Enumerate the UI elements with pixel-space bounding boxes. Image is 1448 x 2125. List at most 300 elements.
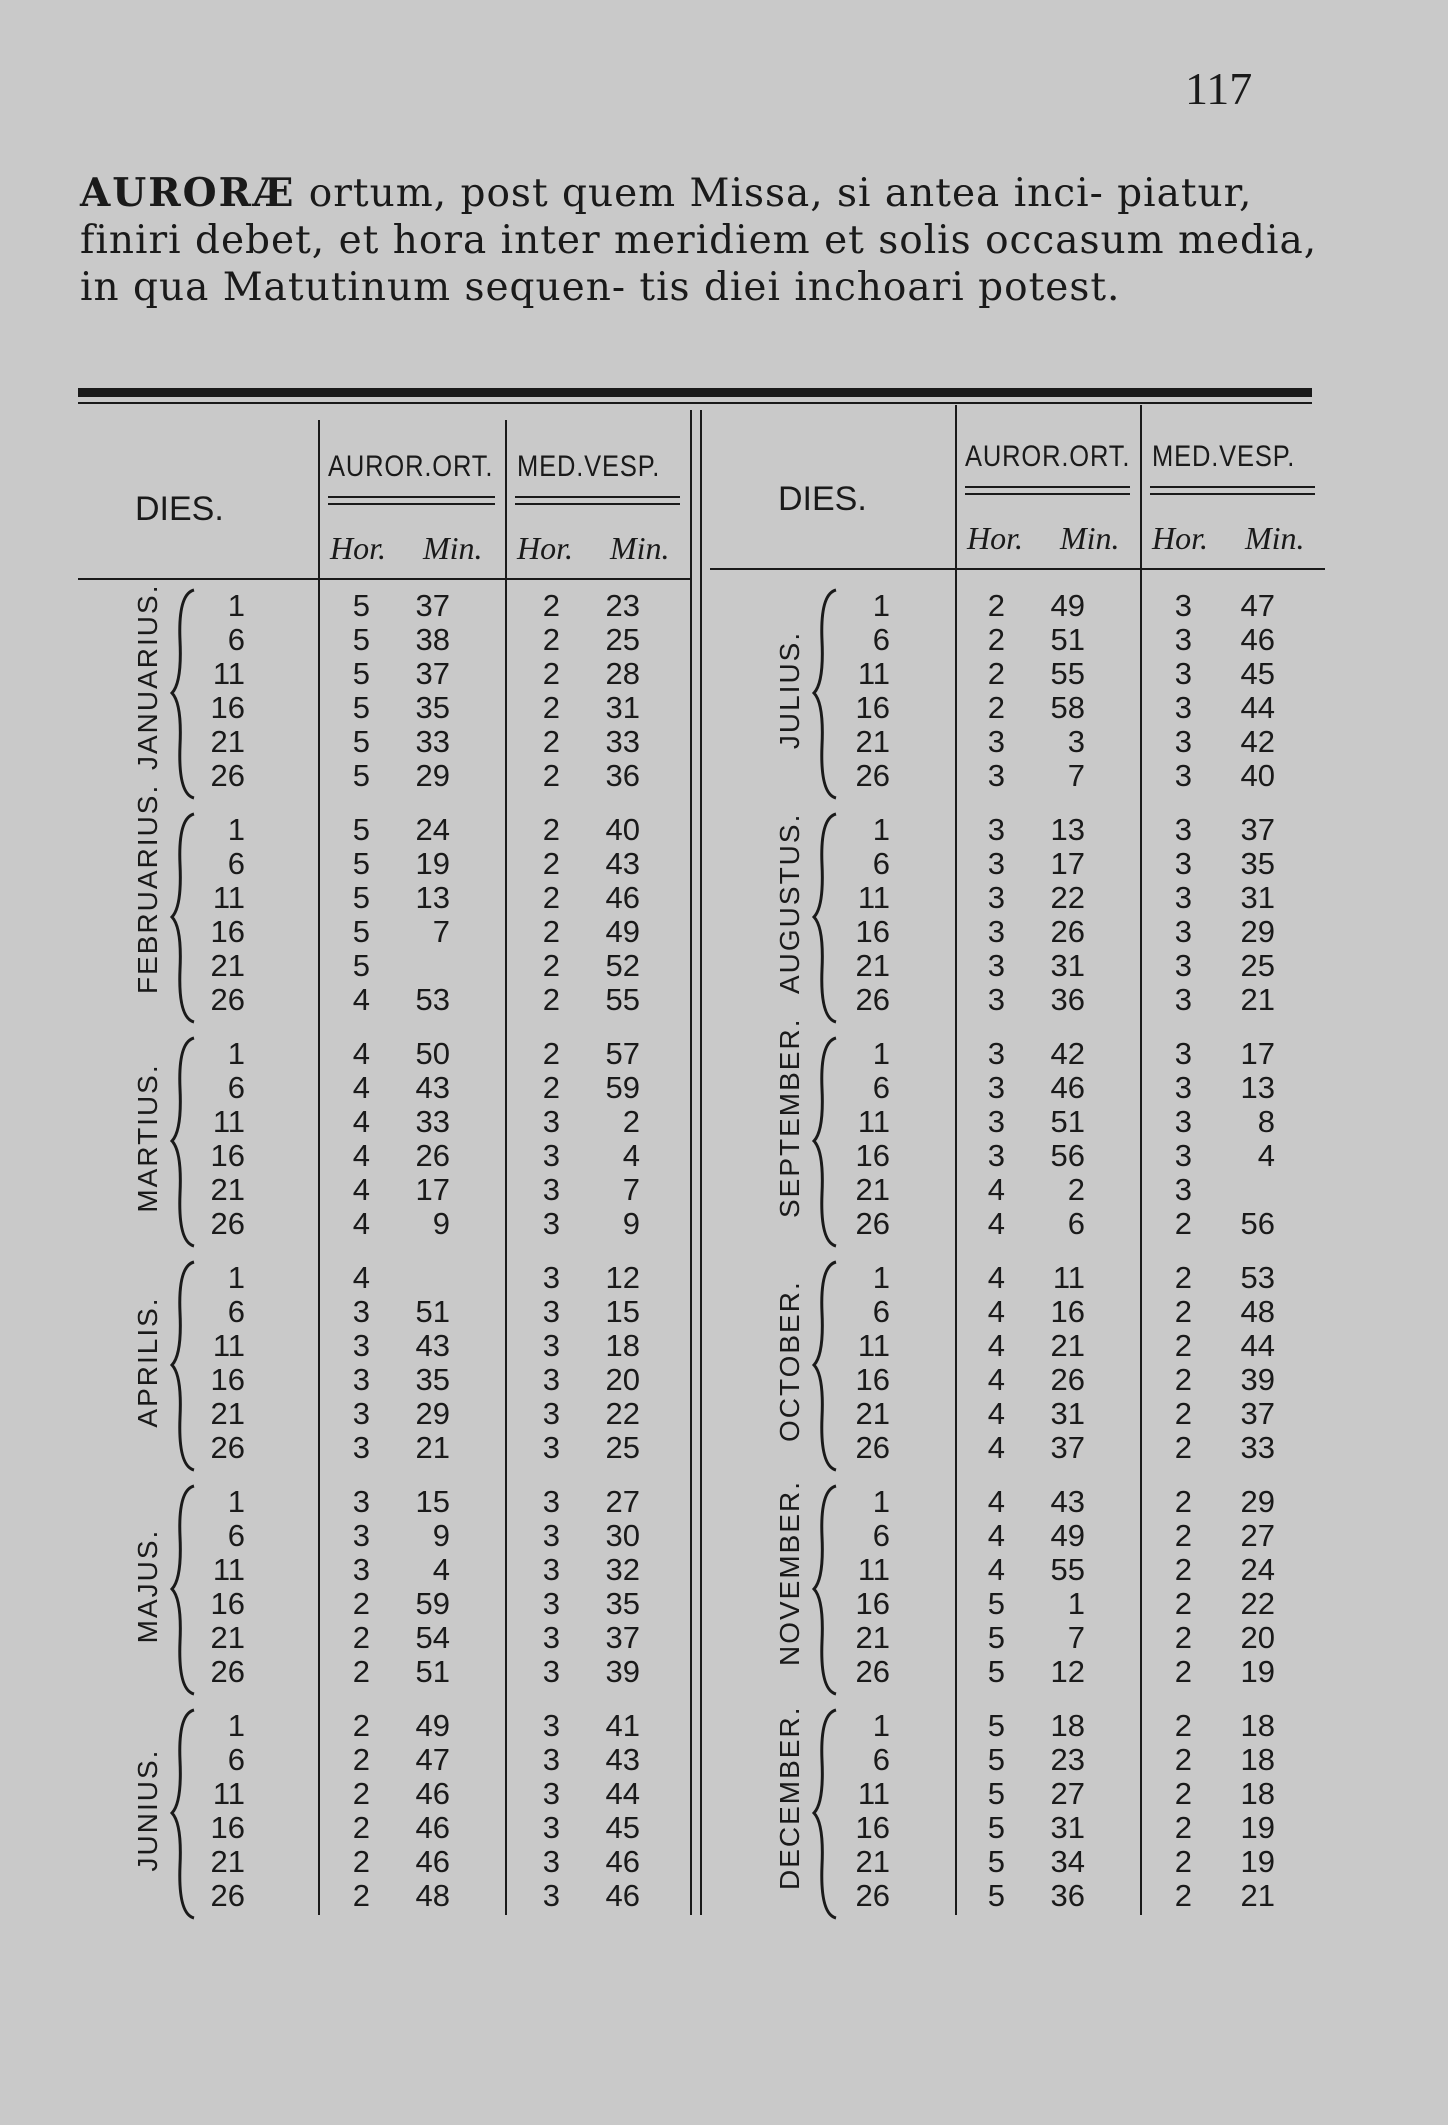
table-cell: 28	[605, 656, 640, 691]
table-cell: 4	[987, 1430, 1005, 1465]
table-cell: 26	[855, 1878, 890, 1913]
table-cell: 4	[352, 1104, 370, 1139]
table-cell: 3	[542, 1362, 560, 1397]
table-cell: 3	[542, 1260, 560, 1295]
table-top-rule-thin	[78, 402, 1312, 404]
table-cell: 26	[210, 1878, 245, 1913]
table-cell: 21	[855, 1620, 890, 1655]
table-cell: 21	[855, 1172, 890, 1207]
intro-paragraph	[80, 170, 1320, 311]
table-cell: 2	[1174, 1552, 1192, 1587]
table-cell: 5	[987, 1776, 1005, 1811]
table-cell: 21	[855, 724, 890, 759]
table-cell: 8	[1257, 1104, 1275, 1139]
table-cell: 5	[352, 948, 370, 983]
table-cell: 17	[1050, 846, 1085, 881]
month-label: FEBRUARIUS.	[132, 783, 163, 994]
table-cell: 3	[542, 1844, 560, 1879]
table-cell: 35	[605, 1586, 640, 1621]
table-cell: 47	[415, 1742, 450, 1777]
table-cell: 4	[987, 1294, 1005, 1329]
table-cell: 3	[987, 758, 1005, 793]
table-cell: 6	[872, 622, 890, 657]
table-cell: 3	[1067, 724, 1085, 759]
month-label: SEPTEMBER.	[774, 1017, 805, 1218]
table-cell: 3	[1174, 1138, 1192, 1173]
table-cell: 17	[415, 1172, 450, 1207]
table-cell: 2	[542, 914, 560, 949]
table-cell: 3	[1174, 914, 1192, 949]
table-cell: 3	[987, 724, 1005, 759]
table-cell: 5	[352, 758, 370, 793]
table-cell: 7	[1067, 758, 1085, 793]
table-cell: 2	[352, 1844, 370, 1879]
table-cell: 55	[1050, 1552, 1085, 1587]
table-cell: 3	[987, 1036, 1005, 1071]
table-cell: 2	[1174, 1294, 1192, 1329]
table-cell: 3	[542, 1138, 560, 1173]
table-cell: 2	[542, 812, 560, 847]
table-cell: 9	[432, 1518, 450, 1553]
table-cell: 16	[1050, 1294, 1085, 1329]
table-cell: 3	[542, 1328, 560, 1363]
table-cell: 21	[210, 948, 245, 983]
table-cell: 26	[855, 982, 890, 1017]
table-cell: 4	[987, 1396, 1005, 1431]
table-cell: 42	[1050, 1036, 1085, 1071]
table-cell: 21	[1240, 1878, 1275, 1913]
table-cell: 5	[352, 622, 370, 657]
table-cell: 1	[227, 1708, 245, 1743]
table-cell: 45	[605, 1810, 640, 1845]
table-cell: 24	[415, 812, 450, 847]
table-cell: 26	[210, 1206, 245, 1241]
right-auror-ort-header: AUROR.ORT.	[965, 440, 1131, 473]
table-cell: 4	[987, 1518, 1005, 1553]
table-cell: 33	[605, 724, 640, 759]
table-cell: 44	[1240, 1328, 1275, 1363]
table-cell: 3	[352, 1328, 370, 1363]
table-cell: 21	[855, 948, 890, 983]
table-cell: 11	[212, 1104, 245, 1139]
table-cell: 3	[987, 1070, 1005, 1105]
table-cell: 3	[1174, 846, 1192, 881]
table-cell: 36	[1050, 982, 1085, 1017]
table-cell: 2	[352, 1776, 370, 1811]
table-cell: 3	[352, 1484, 370, 1519]
table-cell: 7	[622, 1172, 640, 1207]
table-cell: 37	[415, 588, 450, 623]
table-cell: 25	[1240, 948, 1275, 983]
month-label: NOVEMBER.	[774, 1479, 805, 1666]
table-cell: 57	[605, 1036, 640, 1071]
table-cell: 26	[210, 758, 245, 793]
table-cell: 2	[352, 1742, 370, 1777]
table-cell: 5	[352, 914, 370, 949]
table-cell: 49	[1050, 1518, 1085, 1553]
table-cell: 3	[542, 1742, 560, 1777]
table-cell: 2	[352, 1654, 370, 1689]
table-cell: 2	[1067, 1172, 1085, 1207]
table-cell: 46	[605, 1844, 640, 1879]
table-cell: 6	[872, 1070, 890, 1105]
table-cell: 4	[987, 1552, 1005, 1587]
table-cell: 2	[1174, 1844, 1192, 1879]
table-cell: 11	[857, 1552, 890, 1587]
table-cell: 3	[542, 1586, 560, 1621]
table-cell: 1	[227, 1036, 245, 1071]
right-dies-header: DIES.	[778, 480, 867, 518]
table-cell: 16	[855, 1586, 890, 1621]
table-cell: 27	[605, 1484, 640, 1519]
table-cell: 3	[542, 1620, 560, 1655]
table-cell: 46	[605, 880, 640, 915]
month-label: AUGUSTUS.	[774, 812, 805, 994]
subheader-rule	[710, 568, 1325, 570]
table-cell: 3	[1174, 656, 1192, 691]
table-cell: 29	[415, 758, 450, 793]
table-cell: 43	[605, 1742, 640, 1777]
right-hor-header: Hor.	[1152, 520, 1209, 556]
table-cell: 2	[352, 1586, 370, 1621]
table-cell: 3	[987, 1138, 1005, 1173]
table-cell: 45	[1240, 656, 1275, 691]
table-cell: 2	[542, 846, 560, 881]
table-cell: 16	[210, 1586, 245, 1621]
table-cell: 29	[1240, 1484, 1275, 1519]
table-cell: 53	[1240, 1260, 1275, 1295]
table-cell: 20	[605, 1362, 640, 1397]
table-cell: 47	[1240, 588, 1275, 623]
table-cell: 11	[1052, 1260, 1085, 1295]
table-cell: 33	[415, 724, 450, 759]
table-cell: 2	[1174, 1518, 1192, 1553]
table-cell: 3	[1174, 812, 1192, 847]
table-cell: 5	[352, 724, 370, 759]
table-cell: 21	[855, 1396, 890, 1431]
table-cell: 31	[1050, 1810, 1085, 1845]
table-cell: 6	[227, 1070, 245, 1105]
table-cell: 16	[855, 1138, 890, 1173]
table-cell: 6	[227, 846, 245, 881]
table-cell: 3	[352, 1362, 370, 1397]
table-cell: 4	[987, 1328, 1005, 1363]
table-cell: 2	[1174, 1484, 1192, 1519]
table-cell: 18	[1240, 1742, 1275, 1777]
table-cell: 29	[1240, 914, 1275, 949]
table-cell: 1	[872, 1260, 890, 1295]
table-cell: 3	[1174, 758, 1192, 793]
table-cell: 4	[352, 1138, 370, 1173]
table-cell: 15	[605, 1294, 640, 1329]
table-cell: 31	[605, 690, 640, 725]
table-cell: 1	[1067, 1586, 1085, 1621]
table-cell: 39	[1240, 1362, 1275, 1397]
table-cell: 42	[1240, 724, 1275, 759]
table-cell: 46	[415, 1810, 450, 1845]
table-cell: 32	[605, 1552, 640, 1587]
table-cell: 18	[1050, 1708, 1085, 1743]
table-cell: 6	[227, 1742, 245, 1777]
subheader-rule	[78, 578, 690, 580]
table-cell: 40	[1240, 758, 1275, 793]
table-cell: 37	[1240, 812, 1275, 847]
table-cell: 2	[1174, 1206, 1192, 1241]
table-cell: 16	[210, 1362, 245, 1397]
table-cell: 2	[1174, 1328, 1192, 1363]
left-med-vesp-header: MED.VESP.	[517, 450, 661, 483]
table-cell: 2	[987, 588, 1005, 623]
table-cell: 6	[227, 622, 245, 657]
table-cell: 3	[542, 1430, 560, 1465]
table-cell: 6	[872, 846, 890, 881]
table-cell: 5	[352, 846, 370, 881]
column-rule	[700, 410, 702, 1915]
table-cell: 4	[622, 1138, 640, 1173]
table-cell: 11	[857, 1776, 890, 1811]
table-cell: 35	[415, 690, 450, 725]
header-double-rule	[328, 496, 495, 498]
table-cell: 21	[1240, 982, 1275, 1017]
table-cell: 26	[1050, 1362, 1085, 1397]
table-cell: 38	[415, 622, 450, 657]
table-cell: 3	[987, 914, 1005, 949]
table-cell: 6	[872, 1518, 890, 1553]
table-cell: 1	[227, 1260, 245, 1295]
table-cell: 53	[415, 982, 450, 1017]
table-cell: 25	[605, 1430, 640, 1465]
table-cell: 3	[542, 1878, 560, 1913]
table-cell: 3	[352, 1396, 370, 1431]
table-cell: 3	[542, 1294, 560, 1329]
table-cell: 21	[1050, 1328, 1085, 1363]
table-cell: 27	[1240, 1518, 1275, 1553]
table-cell: 1	[872, 588, 890, 623]
table-cell: 5	[352, 880, 370, 915]
table-cell: 3	[1174, 690, 1192, 725]
table-cell: 48	[415, 1878, 450, 1913]
right-min-header: Min.	[1060, 520, 1120, 556]
table-cell: 4	[352, 1070, 370, 1105]
month-label: APRILIS.	[132, 1296, 163, 1428]
table-cell: 2	[542, 724, 560, 759]
table-cell: 2	[1174, 1776, 1192, 1811]
table-cell: 13	[1240, 1070, 1275, 1105]
table-cell: 31	[1050, 948, 1085, 983]
table-cell: 21	[210, 1172, 245, 1207]
table-cell: 44	[605, 1776, 640, 1811]
table-cell: 2	[1174, 1430, 1192, 1465]
table-cell: 2	[987, 690, 1005, 725]
table-cell: 2	[542, 880, 560, 915]
table-cell: 3	[1174, 588, 1192, 623]
table-cell: 3	[987, 880, 1005, 915]
table-cell: 19	[1240, 1810, 1275, 1845]
table-cell: 4	[352, 1172, 370, 1207]
right-min-header: Min.	[1245, 520, 1305, 556]
table-cell: 4	[987, 1484, 1005, 1519]
intro-lead-word: AURORÆ	[80, 170, 296, 216]
table-cell: 31	[1050, 1396, 1085, 1431]
table-cell: 11	[212, 1328, 245, 1363]
table-cell: 3	[542, 1484, 560, 1519]
table-cell: 26	[855, 1654, 890, 1689]
table-cell: 2	[1174, 1362, 1192, 1397]
table-cell: 1	[872, 1484, 890, 1519]
table-cell: 2	[987, 656, 1005, 691]
table-cell: 46	[605, 1878, 640, 1913]
table-cell: 51	[1050, 1104, 1085, 1139]
table-cell: 3	[542, 1810, 560, 1845]
table-cell: 55	[605, 982, 640, 1017]
left-dies-header: DIES.	[135, 490, 224, 528]
table-cell: 5	[987, 1878, 1005, 1913]
table-cell: 51	[415, 1294, 450, 1329]
table-cell: 2	[542, 1036, 560, 1071]
table-cell: 3	[1174, 948, 1192, 983]
table-cell: 35	[1240, 846, 1275, 881]
header-double-rule	[328, 503, 495, 505]
table-cell: 23	[605, 588, 640, 623]
table-cell: 59	[415, 1586, 450, 1621]
table-cell: 16	[855, 1362, 890, 1397]
table-cell: 2	[542, 1070, 560, 1105]
month-label: OCTOBER.	[774, 1280, 805, 1442]
table-cell: 20	[1240, 1620, 1275, 1655]
table-cell: 2	[622, 1104, 640, 1139]
table-cell: 18	[1240, 1776, 1275, 1811]
table-cell: 5	[352, 656, 370, 691]
table-cell: 37	[605, 1620, 640, 1655]
table-cell: 3	[542, 1518, 560, 1553]
table-cell: 2	[1174, 1708, 1192, 1743]
table-cell: 2	[1174, 1620, 1192, 1655]
table-cell: 1	[872, 1708, 890, 1743]
table-cell: 3	[352, 1518, 370, 1553]
table-cell: 26	[210, 1430, 245, 1465]
table-cell: 27	[1050, 1776, 1085, 1811]
table-cell: 3	[1174, 1036, 1192, 1071]
left-min-header: Min.	[610, 530, 670, 566]
month-label: DECEMBER.	[774, 1705, 805, 1890]
table-cell: 5	[987, 1708, 1005, 1743]
table-cell: 11	[857, 1104, 890, 1139]
table-cell: 33	[415, 1104, 450, 1139]
table-cell: 59	[605, 1070, 640, 1105]
table-cell: 19	[415, 846, 450, 881]
table-cell: 37	[1240, 1396, 1275, 1431]
table-cell: 3	[1174, 982, 1192, 1017]
table-cell: 37	[415, 656, 450, 691]
month-label: JANUARIUS.	[132, 583, 163, 770]
table-cell: 44	[1240, 690, 1275, 725]
table-cell: 40	[605, 812, 640, 847]
table-cell: 24	[1240, 1552, 1275, 1587]
left-hor-header: Hor.	[517, 530, 574, 566]
left-min-header: Min.	[423, 530, 483, 566]
table-cell: 48	[1240, 1294, 1275, 1329]
table-cell: 16	[210, 690, 245, 725]
table-cell: 26	[415, 1138, 450, 1173]
table-cell: 39	[605, 1654, 640, 1689]
table-cell: 3	[1174, 622, 1192, 657]
table-cell: 1	[227, 588, 245, 623]
table-cell: 2	[352, 1620, 370, 1655]
table-cell: 2	[1174, 1878, 1192, 1913]
table-cell: 12	[1050, 1654, 1085, 1689]
table-cell: 7	[432, 914, 450, 949]
month-label: MARTIUS.	[132, 1063, 163, 1213]
table-cell: 21	[210, 724, 245, 759]
table-cell: 56	[1050, 1138, 1085, 1173]
table-cell: 26	[210, 982, 245, 1017]
table-top-rule-thick	[78, 388, 1312, 397]
table-cell: 2	[542, 690, 560, 725]
table-cell: 2	[542, 948, 560, 983]
table-cell: 5	[987, 1620, 1005, 1655]
table-cell: 5	[987, 1654, 1005, 1689]
table-cell: 6	[872, 1294, 890, 1329]
table-cell: 3	[542, 1172, 560, 1207]
column-rule	[690, 410, 692, 1915]
table-cell: 46	[1050, 1070, 1085, 1105]
table-cell: 17	[1240, 1036, 1275, 1071]
table-cell: 22	[605, 1396, 640, 1431]
table-cell: 1	[872, 812, 890, 847]
table-cell: 4	[352, 1036, 370, 1071]
table-cell: 11	[857, 656, 890, 691]
table-cell: 2	[352, 1878, 370, 1913]
table-cell: 6	[227, 1518, 245, 1553]
table-cell: 2	[987, 622, 1005, 657]
table-cell: 1	[872, 1036, 890, 1071]
table-cell: 16	[210, 1810, 245, 1845]
table-cell: 3	[352, 1294, 370, 1329]
table-cell: 11	[212, 1552, 245, 1587]
table-cell: 3	[1174, 724, 1192, 759]
table-cell: 3	[987, 812, 1005, 847]
table-cell: 18	[1240, 1708, 1275, 1743]
table-cell: 3	[1174, 1172, 1192, 1207]
table-cell: 4	[987, 1206, 1005, 1241]
left-hor-header: Hor.	[330, 530, 387, 566]
table-cell: 30	[605, 1518, 640, 1553]
table-cell: 3	[542, 1206, 560, 1241]
table-cell: 13	[415, 880, 450, 915]
table-cell: 2	[542, 758, 560, 793]
table-cell: 3	[1174, 880, 1192, 915]
table-cell: 3	[987, 948, 1005, 983]
table-cell: 26	[855, 758, 890, 793]
table-cell: 41	[605, 1708, 640, 1743]
page-number: 117	[1185, 63, 1253, 114]
table-cell: 16	[855, 690, 890, 725]
table-cell: 3	[542, 1552, 560, 1587]
table-cell: 1	[227, 812, 245, 847]
table-cell: 58	[1050, 690, 1085, 725]
table-cell: 23	[1050, 1742, 1085, 1777]
table-cell: 4	[987, 1172, 1005, 1207]
table-cell: 22	[1240, 1586, 1275, 1621]
table-cell: 26	[855, 1206, 890, 1241]
table-cell: 34	[1050, 1844, 1085, 1879]
table-cell: 11	[857, 1328, 890, 1363]
table-cell: 3	[542, 1708, 560, 1743]
table-cell: 18	[605, 1328, 640, 1363]
table-cell: 21	[210, 1844, 245, 1879]
table-cell: 3	[542, 1776, 560, 1811]
table-cell: 36	[605, 758, 640, 793]
